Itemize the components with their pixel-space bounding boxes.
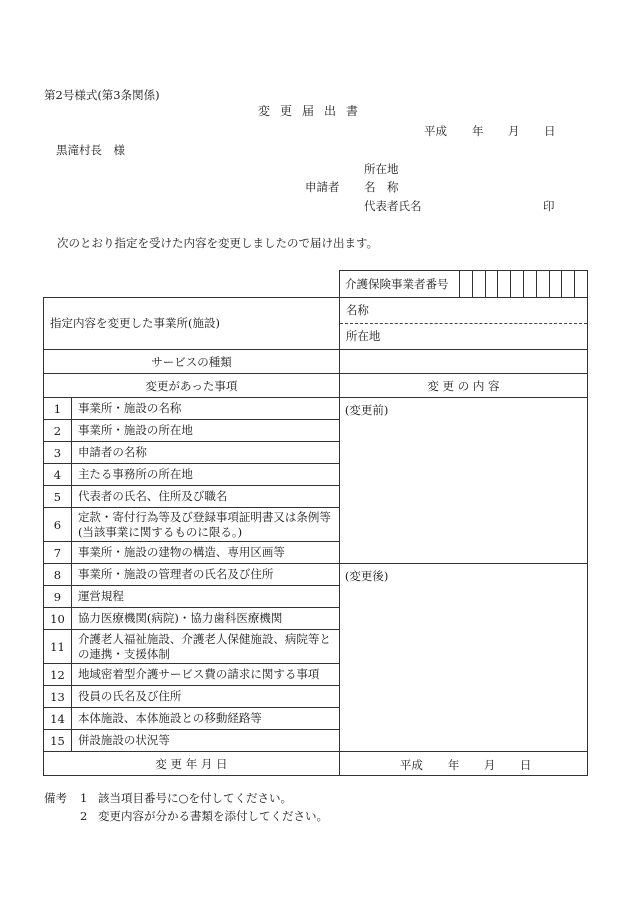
facility-name-label: 名称 <box>345 303 369 317</box>
insurer-number-digit[interactable] <box>485 271 498 298</box>
insurer-number-digit[interactable] <box>460 271 473 298</box>
notes-label: 備考 <box>44 791 67 805</box>
page-title: 変更届出書 <box>258 104 369 118</box>
item-text: 地域密着型介護サービス費の請求に関する事項 <box>71 664 339 686</box>
item-text: 代表者の氏名、住所及び職名 <box>71 486 339 508</box>
applicant-address-label: 所在地 <box>364 162 399 176</box>
applicant-name-label: 名 称 <box>364 180 399 194</box>
note-number: 1 <box>80 791 88 805</box>
item-text: 申請者の名称 <box>71 442 339 464</box>
item-number[interactable]: 3 <box>44 442 72 464</box>
item-number[interactable]: 14 <box>44 708 72 730</box>
change-date-year: 年 <box>447 758 460 772</box>
item-number[interactable]: 4 <box>44 464 72 486</box>
before-change-field[interactable] <box>339 398 587 564</box>
date-month: 月 <box>508 124 520 138</box>
item-number[interactable]: 12 <box>44 664 72 686</box>
facility-address-field[interactable] <box>339 324 587 350</box>
item-text: 役員の氏名及び住所 <box>71 686 339 708</box>
service-type-label: サービスの種類 <box>44 350 340 374</box>
insurer-number-digit[interactable] <box>562 271 575 298</box>
item-number[interactable]: 11 <box>44 630 72 664</box>
after-change-field[interactable] <box>339 564 587 752</box>
item-number[interactable]: 6 <box>44 508 72 542</box>
changed-items-header: 変更があった事項 <box>44 374 340 398</box>
applicant-label: 申請者 <box>305 180 340 194</box>
insurer-number-digit[interactable] <box>575 271 588 298</box>
after-change-label: (変更後) <box>344 569 389 583</box>
item-text: 介護老人福祉施設、介護老人保健施設、病院等との連携・支援体制 <box>71 630 339 664</box>
change-date-label: 変 更 年 月 日 <box>44 752 340 776</box>
item-text: 運営規程 <box>71 586 339 608</box>
item-text: 主たる事務所の所在地 <box>71 464 339 486</box>
change-date-day: 日 <box>519 758 532 772</box>
note-text: 変更内容が分かる書類を添付してください。 <box>98 809 328 823</box>
intro-text: 次のとおり指定を受けた内容を変更しましたので届け出ます。 <box>57 236 379 250</box>
insurer-number-digit[interactable] <box>549 271 562 298</box>
date-day: 日 <box>544 124 556 138</box>
insurer-number-digit[interactable] <box>523 271 536 298</box>
change-form-table <box>43 297 588 776</box>
item-text: 事業所・施設の所在地 <box>71 420 339 442</box>
item-text: 事業所・施設の名称 <box>71 398 339 420</box>
note-text: 該当項目番号に○を付してください。 <box>98 791 293 805</box>
item-number[interactable]: 13 <box>44 686 72 708</box>
item-text: 事業所・施設の建物の構造、専用区画等 <box>71 542 339 564</box>
date-year: 年 <box>472 124 484 138</box>
item-number[interactable]: 15 <box>44 730 72 752</box>
insurer-number-digit[interactable] <box>511 271 524 298</box>
facility-label: 指定内容を変更した事業所(施設) <box>44 298 340 350</box>
date-era: 平成 <box>424 124 447 138</box>
insurer-number-digit[interactable] <box>536 271 549 298</box>
change-content-header: 変 更 の 内 容 <box>339 374 587 398</box>
insurer-number-digit[interactable] <box>498 271 511 298</box>
item-text: 定款・寄付行為等及び登録事項証明書又は条例等(当該事業に関するものに限る。) <box>71 508 339 542</box>
insurer-number-table <box>339 270 588 298</box>
facility-name-field[interactable] <box>339 298 587 324</box>
item-number[interactable]: 7 <box>44 542 72 564</box>
item-text: 併設施設の状況等 <box>71 730 339 752</box>
item-text: 協力医療機関(病院)・協力歯科医療機関 <box>71 608 339 630</box>
applicant-rep-label: 代表者氏名 <box>364 199 422 213</box>
item-number[interactable]: 9 <box>44 586 72 608</box>
insurer-number-label: 介護保険事業者番号 <box>340 271 460 298</box>
item-text: 本体施設、本体施設との移動経路等 <box>71 708 339 730</box>
item-number[interactable]: 5 <box>44 486 72 508</box>
service-type-field[interactable] <box>339 350 587 374</box>
item-number[interactable]: 10 <box>44 608 72 630</box>
before-change-label: (変更前) <box>344 403 389 417</box>
insurer-number-digit[interactable] <box>472 271 485 298</box>
addressee: 黒滝村長 様 <box>56 143 125 157</box>
facility-address-label: 所在地 <box>345 329 381 343</box>
change-date-era: 平成 <box>399 758 423 772</box>
item-number[interactable]: 2 <box>44 420 72 442</box>
note-number: 2 <box>80 809 88 823</box>
change-date-month: 月 <box>483 758 496 772</box>
change-date-field[interactable] <box>339 752 587 776</box>
seal-mark: 印 <box>543 199 555 213</box>
item-number[interactable]: 8 <box>44 564 72 586</box>
item-text: 事業所・施設の管理者の氏名及び住所 <box>71 564 339 586</box>
item-number[interactable]: 1 <box>44 398 72 420</box>
form-number: 第2号様式(第3条関係) <box>44 88 160 102</box>
